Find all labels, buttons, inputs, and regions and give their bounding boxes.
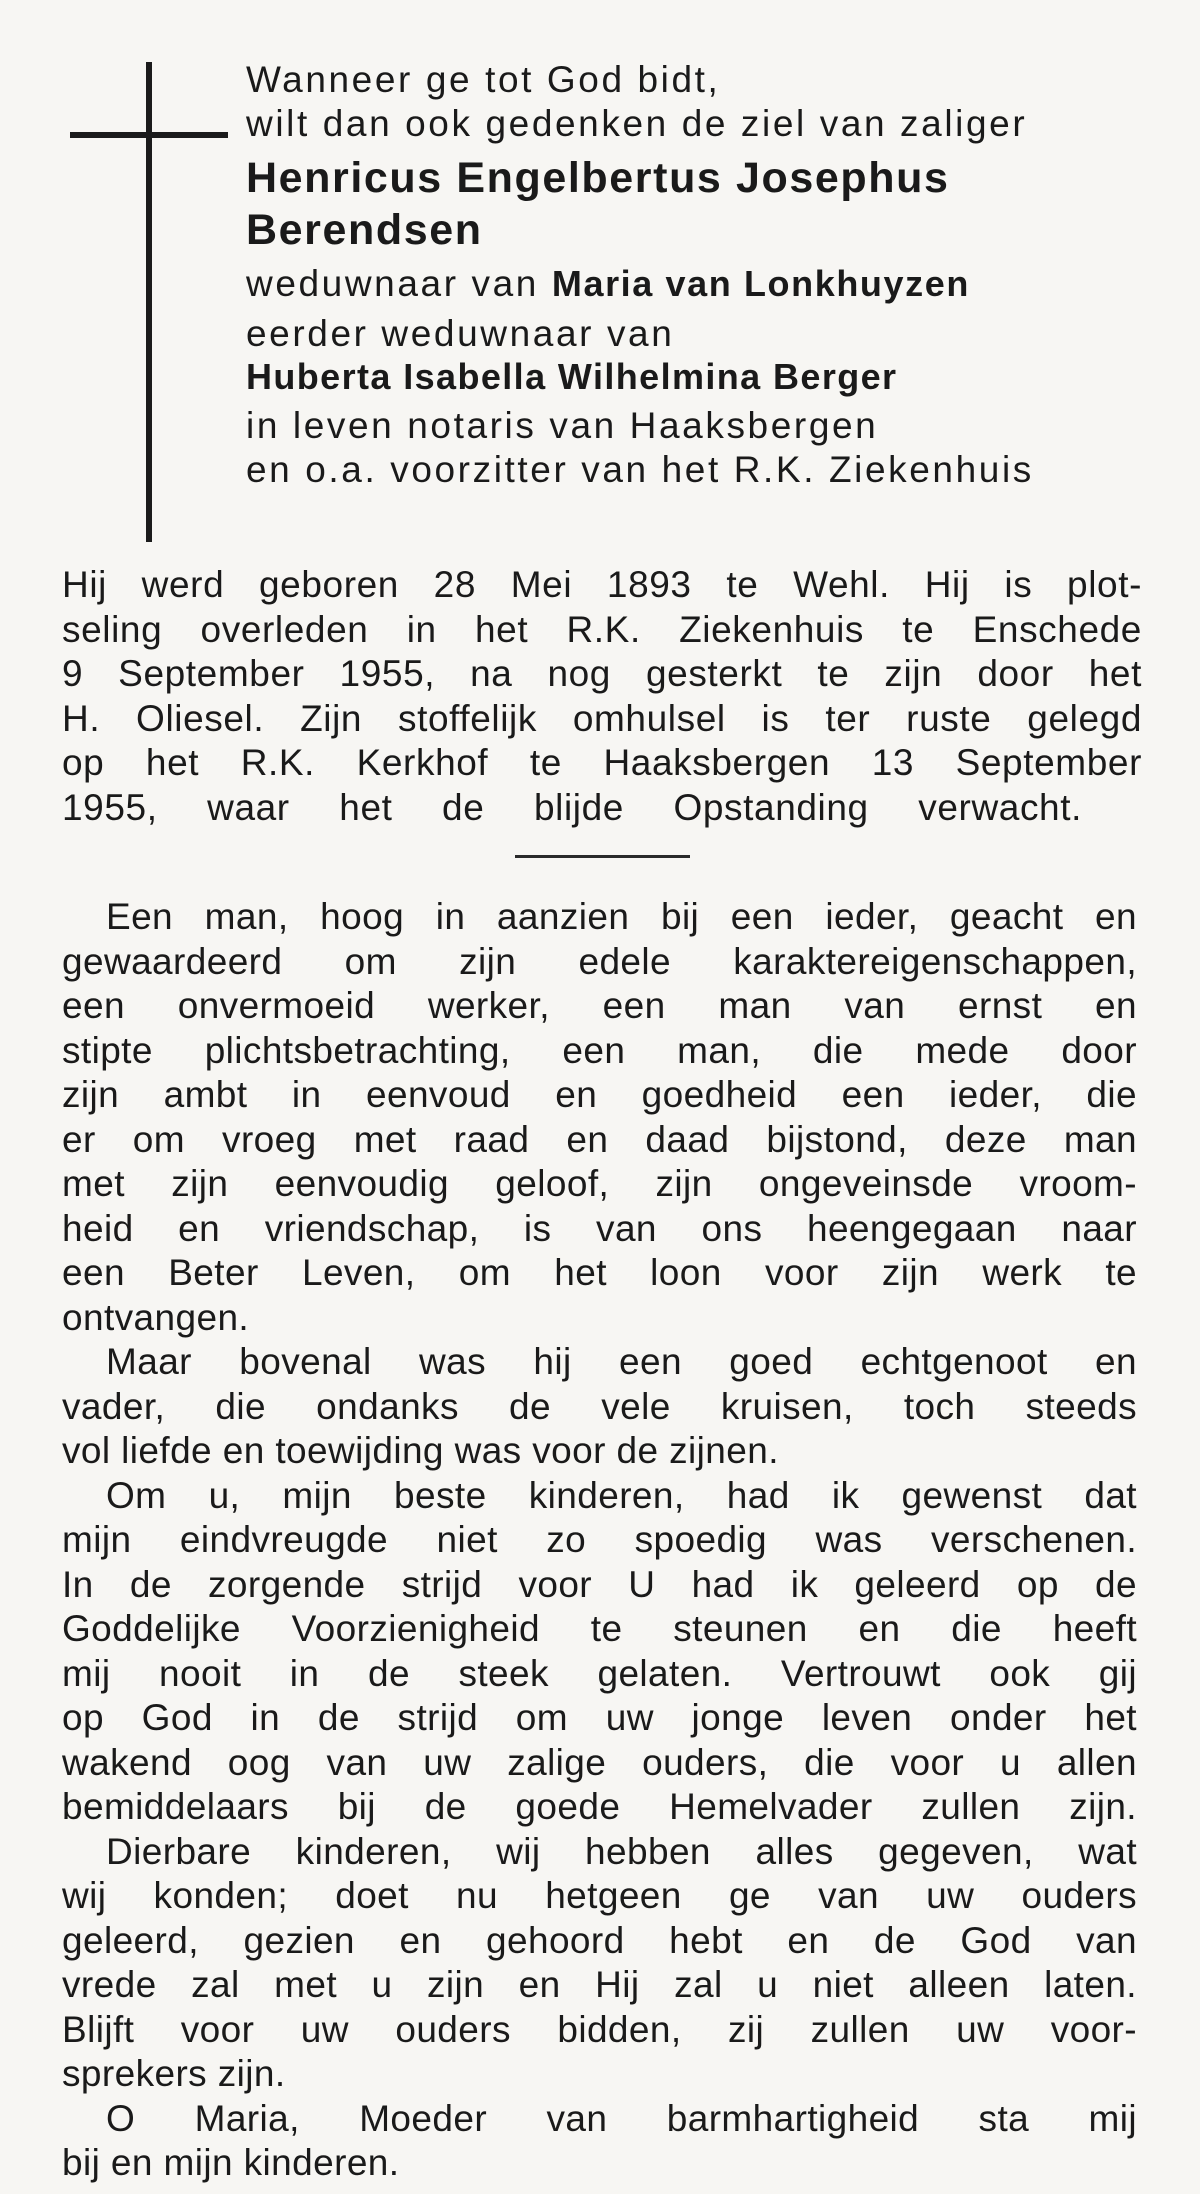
eulogy-line: een Beter Leven, om het loon voor zijn werk te [62,1252,1137,1293]
eulogy-line: wij konden; doet nu hetgeen ge van uw ouders [62,1875,1137,1916]
widower-prefix: weduwnaar van [246,263,539,304]
eulogy-line: gewaardeerd om zijn edele karaktereigenschappen, [62,940,1137,982]
bio-line: 9 September 1955, na nog gesterkt te zijn door het [62,653,1142,694]
earlier-widower-line: eerder weduwnaar van [246,313,675,354]
biography-paragraph [62,563,1142,830]
header-block [246,58,1146,492]
eulogy-line: Maar bovenal was hij een goed echtgenoot en [106,1341,1137,1382]
eulogy-line: vader, die ondanks de vele kruisen, toch steeds [62,1385,1137,1427]
eulogy-line: vol liefde en toewijding was voor de zijnen. [62,1430,779,1471]
section-divider [515,855,690,858]
eulogy-line: Een man, hoog in aanzien bij een ieder, geacht en [106,896,1137,937]
eulogy-line: O Maria, Moeder van barmhartigheid sta mij [106,2097,1137,2139]
eulogy-line: mij nooit in de steek gelaten. Vertrouwt ook gij [62,1652,1137,1694]
eulogy-line: zijn ambt in eenvoud en goedheid een ieder, die [62,1074,1137,1115]
bio-line: H. Oliesel. Zijn stoffelijk omhulsel is ter ruste gelegd [62,697,1142,739]
role-line: in leven notaris van Haaksbergen [246,405,879,446]
eulogy-line: wakend oog van uw zalige ouders, die voor u allen [62,1741,1137,1783]
prayer-line: wilt dan ook gedenken de ziel van zaliger [246,103,1028,144]
eulogy-line: geleerd, gezien en gehoord hebt en de God van [62,1919,1137,1961]
eulogy-line: bij en mijn kinderen. [62,2142,400,2183]
deceased-name: Henricus Engelbertus Josephus [246,154,950,202]
eulogy-line: met zijn eenvoudig geloof, zijn ongeveinsde vroom- [62,1163,1137,1204]
eulogy-line: er om vroeg met raad en daad bijstond, deze man [62,1118,1137,1160]
eulogy-line: mijn eindvreugde niet zo spoedig was verschenen. [62,1519,1137,1560]
eulogy-line: Dierbare kinderen, wij hebben alles gegeven, wat [106,1830,1137,1872]
bio-line: 1955, waar het de blijde Opstanding verwacht. [62,786,1082,828]
eulogy-line: ontvangen. [62,1296,250,1338]
eulogy-line: Goddelijke Voorzienigheid te steunen en die heeft [62,1608,1137,1649]
bio-line: Hij werd geboren 28 Mei 1893 te Wehl. Hij is plot- [62,564,1142,605]
bio-line: op het R.K. Kerkhof te Haaksbergen 13 September [62,742,1142,783]
eulogy-line: Blijft voor uw ouders bidden, zij zullen uw voor- [62,2008,1137,2050]
eulogy-line: een onvermoeid werker, een man van ernst en [62,985,1137,1026]
prayer-line: Wanneer ge tot God bidt, [246,59,721,100]
role-line: en o.a. voorzitter van het R.K. Ziekenhuis [246,449,1034,490]
eulogy-line: Om u, mijn beste kinderen, had ik gewenst dat [106,1474,1137,1516]
eulogy-line: heid en vriendschap, is van ons heengegaan naar [62,1207,1137,1249]
spouse-name: Maria van Lonkhuyzen [551,263,970,304]
deceased-surname: Berendsen [246,206,483,254]
widower-line [246,262,1146,306]
cross-horizontal-bar [70,132,228,138]
eulogy-line: op God in de strijd om uw jonge leven onder het [62,1697,1137,1738]
eulogy-line: sprekers zijn. [62,2053,286,2094]
eulogy-line: stipte plichtsbetrachting, een man, die mede door [62,1029,1137,1071]
first-spouse-name: Huberta Isabella Wilhelmina Berger [246,356,898,397]
eulogy-text [62,895,1137,2186]
bio-line: seling overleden in het R.K. Ziekenhuis te Enschede [62,608,1142,650]
eulogy-line: vrede zal met u zijn en Hij zal u niet alleen laten. [62,1964,1137,2005]
eulogy-line: In de zorgende strijd voor U had ik geleerd op de [62,1563,1137,1605]
eulogy-line: bemiddelaars bij de goede Hemelvader zullen zijn. [62,1786,1137,1827]
